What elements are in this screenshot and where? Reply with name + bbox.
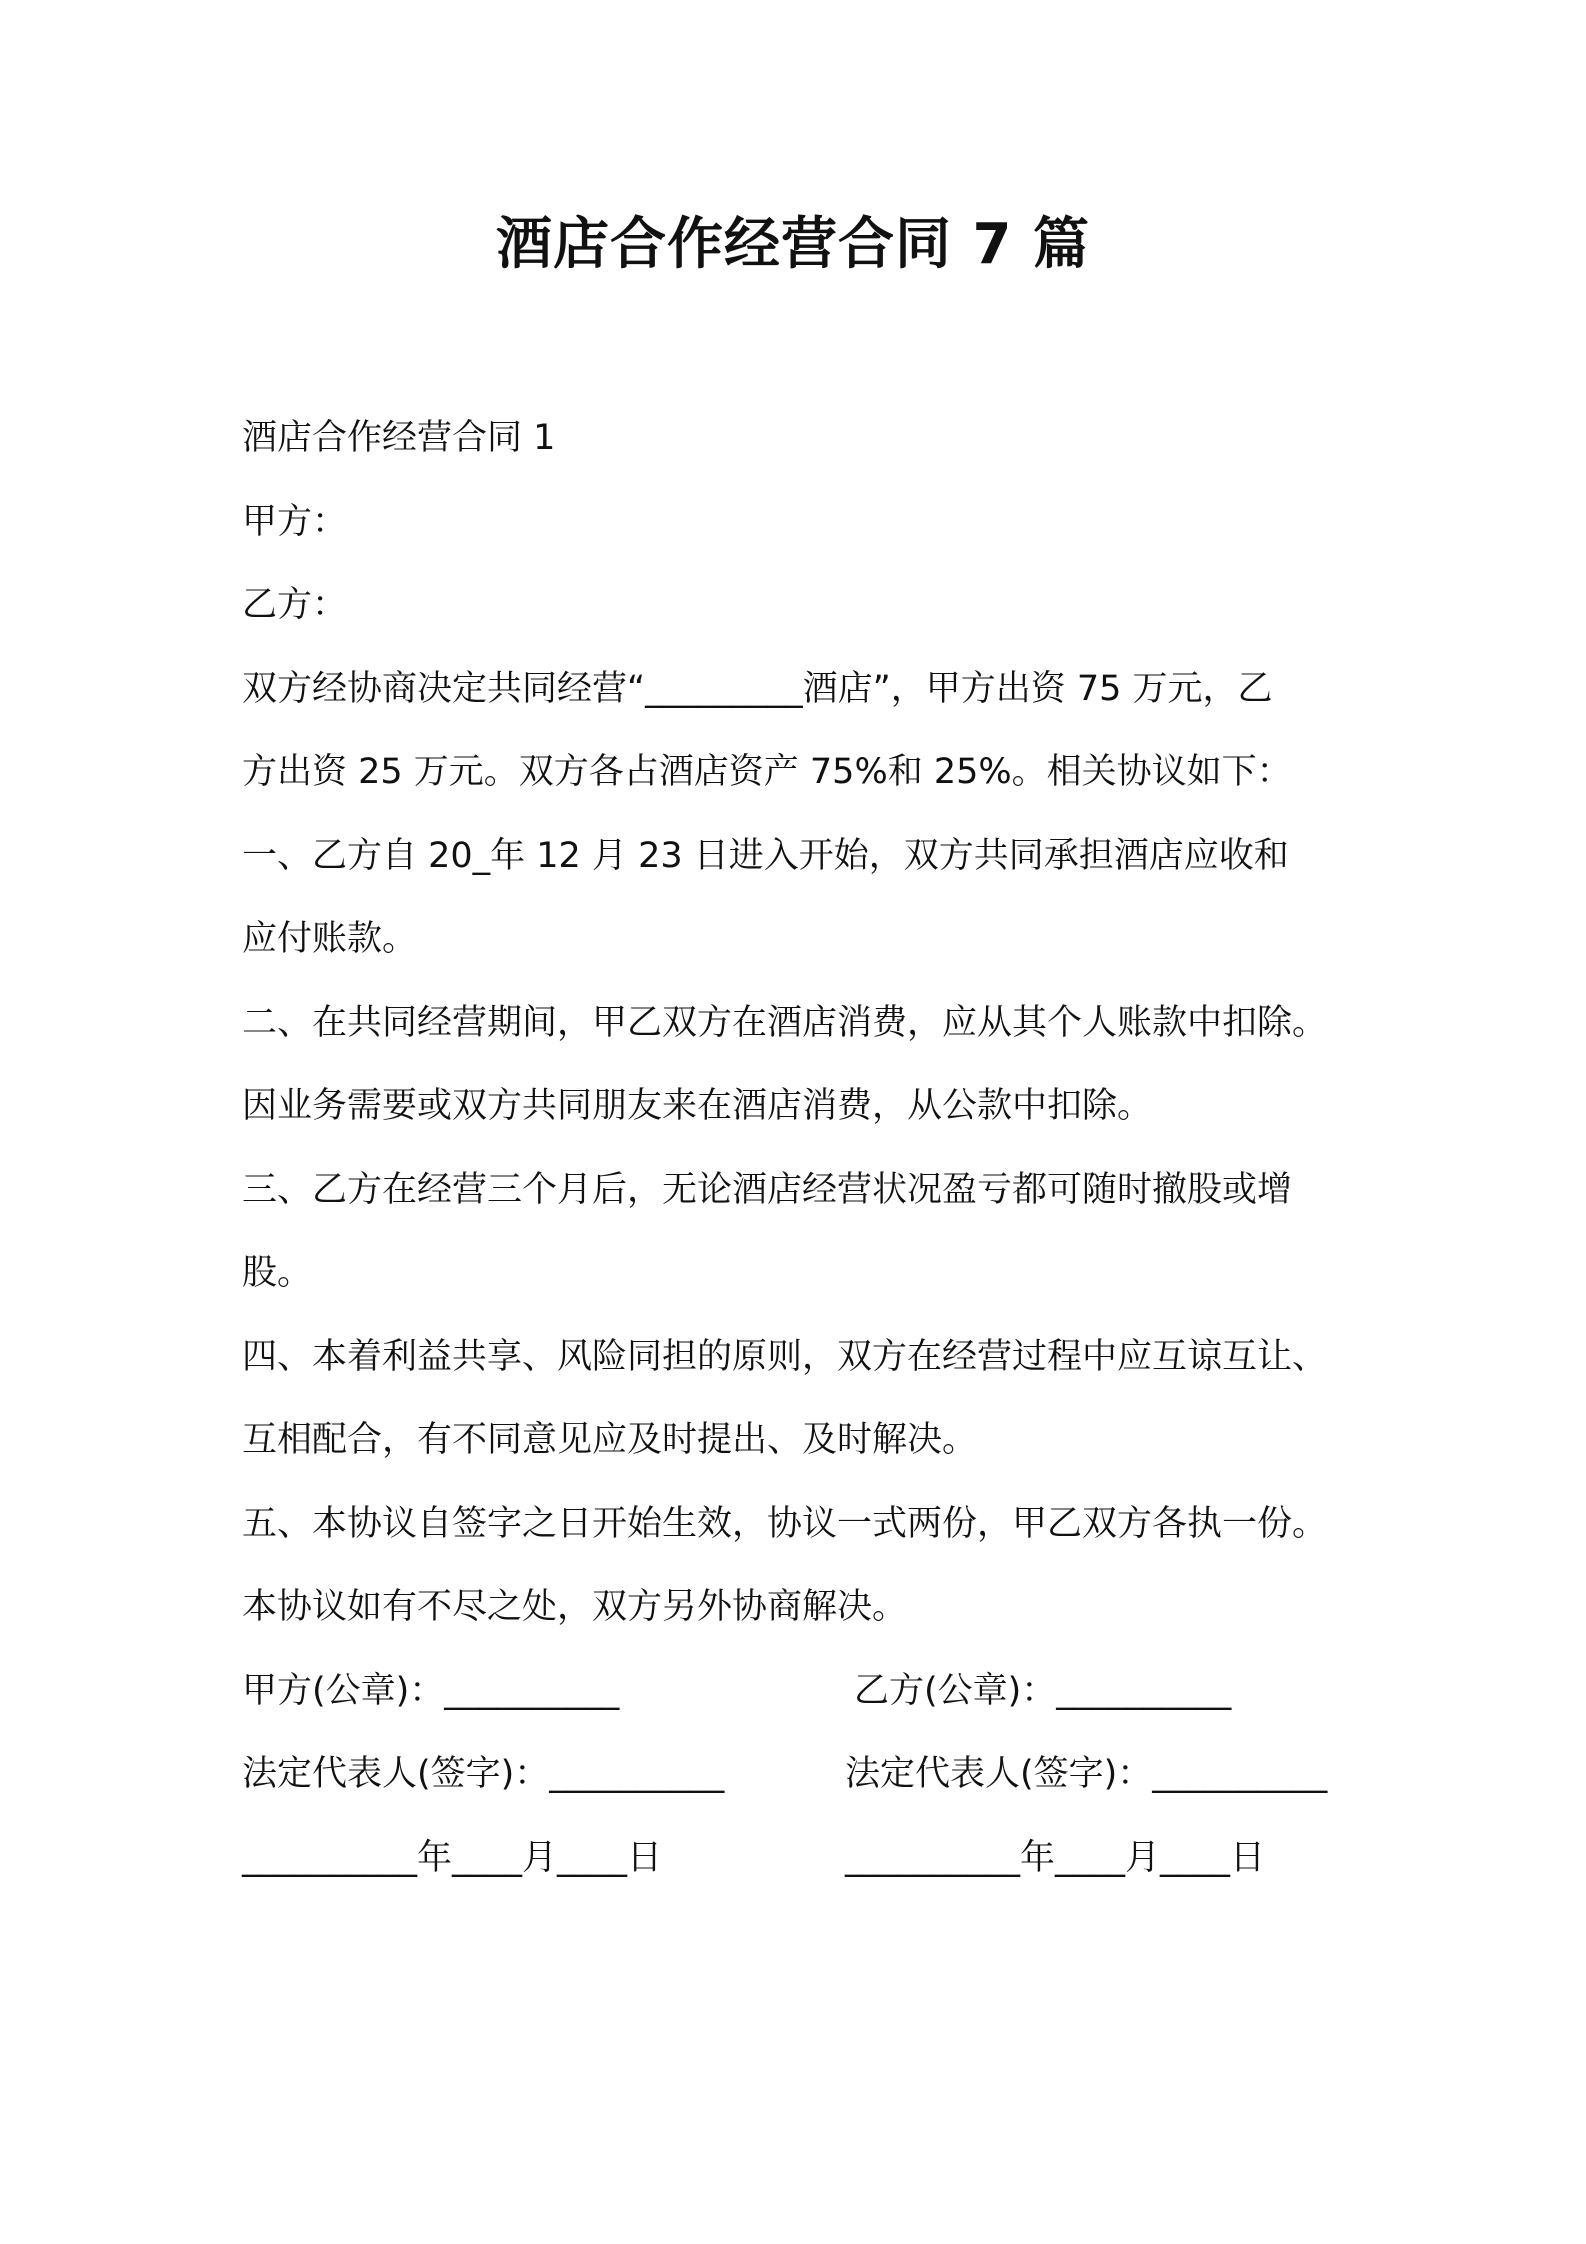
paragraph-line: 方出资 25 万元。双方各占酒店资产 75%和 25%。相关协议如下：: [242, 752, 1292, 792]
document-body: [242, 397, 1362, 1900]
paragraph-line: 本协议如有不尽之处，双方另外协商解决。: [242, 1587, 908, 1627]
paragraph-line: 因业务需要或双方共同朋友来在酒店消费，从公款中扣除。: [242, 1086, 1153, 1126]
signature-row-representative: [242, 1733, 1362, 1817]
paragraph-line: 二、在共同经营期间，甲乙双方在酒店消费，应从其个人账款中扣除。: [242, 1002, 1328, 1043]
party-a-label: 甲方：: [242, 501, 348, 542]
document-title: 酒店合作经营合同 7 篇: [496, 212, 1090, 277]
paragraph-line: 五、本协议自签字之日开始生效，协议一式两份，甲乙双方各执一份。: [242, 1503, 1328, 1544]
paragraph-line: 股。: [242, 1253, 313, 1293]
paragraph-line: 三、乙方在经营三个月后，无论酒店经营状况盈亏都可随时撤股或增: [242, 1169, 1293, 1210]
party-b-label: 乙方：: [242, 585, 348, 625]
party-b-date-field: __________年____月____日: [845, 1837, 1266, 1878]
paragraph-line: 四、本着利益共享、风险同担的原则，双方在经营过程中应互谅互让、: [242, 1336, 1328, 1377]
party-a-representative-field: 法定代表人(签字)：__________: [242, 1754, 725, 1794]
party-a-seal-field: 甲方(公章)：__________: [242, 1670, 620, 1711]
signature-row-date: [242, 1817, 1362, 1901]
signature-row-seal: [242, 1650, 1362, 1734]
paragraph-line: 互相配合，有不同意见应及时提出、及时解决。: [242, 1420, 978, 1460]
paragraph-line: 一、乙方自 20_年 12 月 23 日进入开始，双方共同承担酒店应收和: [242, 835, 1289, 876]
party-a-date-field: __________年____月____日: [242, 1837, 663, 1878]
paragraph-line: 应付账款。: [242, 919, 418, 959]
section-heading: 酒店合作经营合同 1: [242, 418, 556, 458]
paragraph-line: 双方经协商决定共同经营“_________酒店”，甲方出资 75 万元，乙: [242, 668, 1273, 709]
party-b-representative-field: 法定代表人(签字)：__________: [845, 1754, 1328, 1794]
party-b-seal-field: 乙方(公章)：__________: [854, 1670, 1232, 1711]
